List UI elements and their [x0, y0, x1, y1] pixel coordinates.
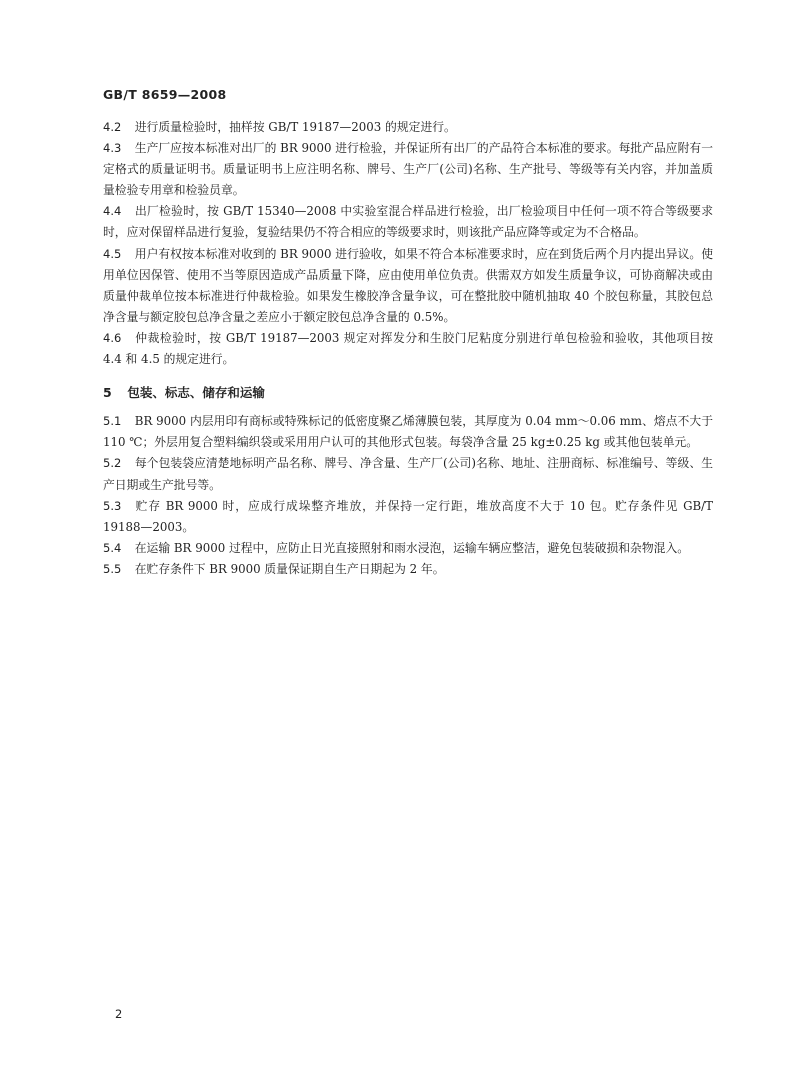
clause-5-5 — [103, 559, 713, 580]
clause-text: 仲裁检验时，按 GB/T 19187—2003 规定对挥发分和生胶门尼粘度分别进行单包检验和验收，其他项目按 4.4 和 4.5 的规定进行。 — [103, 330, 713, 367]
clause-number: 5.5 — [103, 561, 122, 576]
clause-number: 5.4 — [103, 540, 122, 555]
standard-code-header: GB/T 8659—2008 — [103, 87, 227, 102]
clause-5-2 — [103, 453, 713, 495]
clause-text: BR 9000 内层用印有商标或特殊标记的低密度聚乙烯薄膜包装，其厚度为 0.04 mm～0.06 mm、熔点不大于 110 ℃；外层用复合塑料编织袋或采用用户认可的其他形式包装。每袋净含量 25 kg±0.25 kg 或其他包装单元。 — [103, 414, 713, 450]
clause-text: 进行质量检验时，抽样按 GB/T 19187—2003 的规定进行。 — [134, 120, 456, 134]
clause-text: 在贮存条件下 BR 9000 质量保证期自生产日期起为 2 年。 — [134, 561, 445, 576]
section-number: 5 — [103, 385, 112, 401]
clause-5-1 — [103, 411, 713, 453]
page-number: 2 — [115, 1007, 123, 1021]
clause-5-4 — [103, 538, 713, 559]
clause-4-4 — [103, 201, 713, 243]
clause-number: 4.4 — [103, 204, 122, 219]
clause-5-3 — [103, 496, 713, 538]
clause-text: 用户有权按本标准对收到的 BR 9000 进行验收，如果不符合本标准要求时，应在到货后两个月内提出异议。使用单位因保管、使用不当等原因造成产品质量下降，应由使用单位负责。供需双方如发生质量争议，可协商解决或由质量仲裁单位按本标准进行仲裁检验。如果发生橡胶净含量争议，可在整批胶中随机抽取 40 个胶包称量，其胶包总净含量与额定胶包总净含量之差应小于额定胶包总净含量的 0.5%。 — [103, 246, 714, 324]
clause-4-3 — [103, 138, 713, 201]
clause-number: 5.1 — [103, 414, 122, 429]
clause-text: 贮存 BR 9000 时，应成行成垛整齐堆放，并保持一定行距，堆放高度不大于 10 包。贮存条件见 GB/T 19188—2003。 — [103, 498, 714, 534]
clause-number: 5.2 — [103, 456, 122, 471]
clause-number: 4.6 — [103, 330, 122, 345]
clause-text: 出厂检验时，按 GB/T 15340—2008 中实验室混合样品进行检验，出厂检验项目中任何一项不符合等级要求时，应对保留样品进行复验，复验结果仍不符合相应的等级要求时，则该批产品应降等或定为不合格品。 — [103, 204, 713, 240]
clause-number: 5.3 — [103, 498, 122, 513]
clause-4-5 — [103, 244, 713, 328]
section-title: 包装、标志、储存和运输 — [127, 385, 265, 401]
clause-number: 4.3 — [103, 141, 122, 156]
document-body — [103, 117, 713, 580]
clause-4-2 — [103, 117, 713, 138]
clause-text: 生产厂应按本标准对出厂的 BR 9000 进行检验，并保证所有出厂的产品符合本标准的要求。每批产品应附有一定格式的质量证明书。质量证明书上应注明名称、牌号、生产厂(公司)名称、生产批号、等级等有关内容，并加盖质量检验专用章和检验员章。 — [103, 141, 714, 198]
clause-text: 每个包装袋应清楚地标明产品名称、牌号、净含量、生产厂(公司)名称、地址、注册商标、标准编号、等级、生产日期或生产批号等。 — [103, 456, 713, 492]
clause-number: 4.5 — [103, 246, 122, 261]
clause-text: 在运输 BR 9000 过程中，应防止日光直接照射和雨水浸泡，运输车辆应整洁，避免包装破损和杂物混入。 — [134, 540, 690, 555]
clause-4-6 — [103, 328, 713, 370]
clause-number: 4.2 — [103, 120, 122, 134]
section-5-heading — [103, 382, 713, 403]
